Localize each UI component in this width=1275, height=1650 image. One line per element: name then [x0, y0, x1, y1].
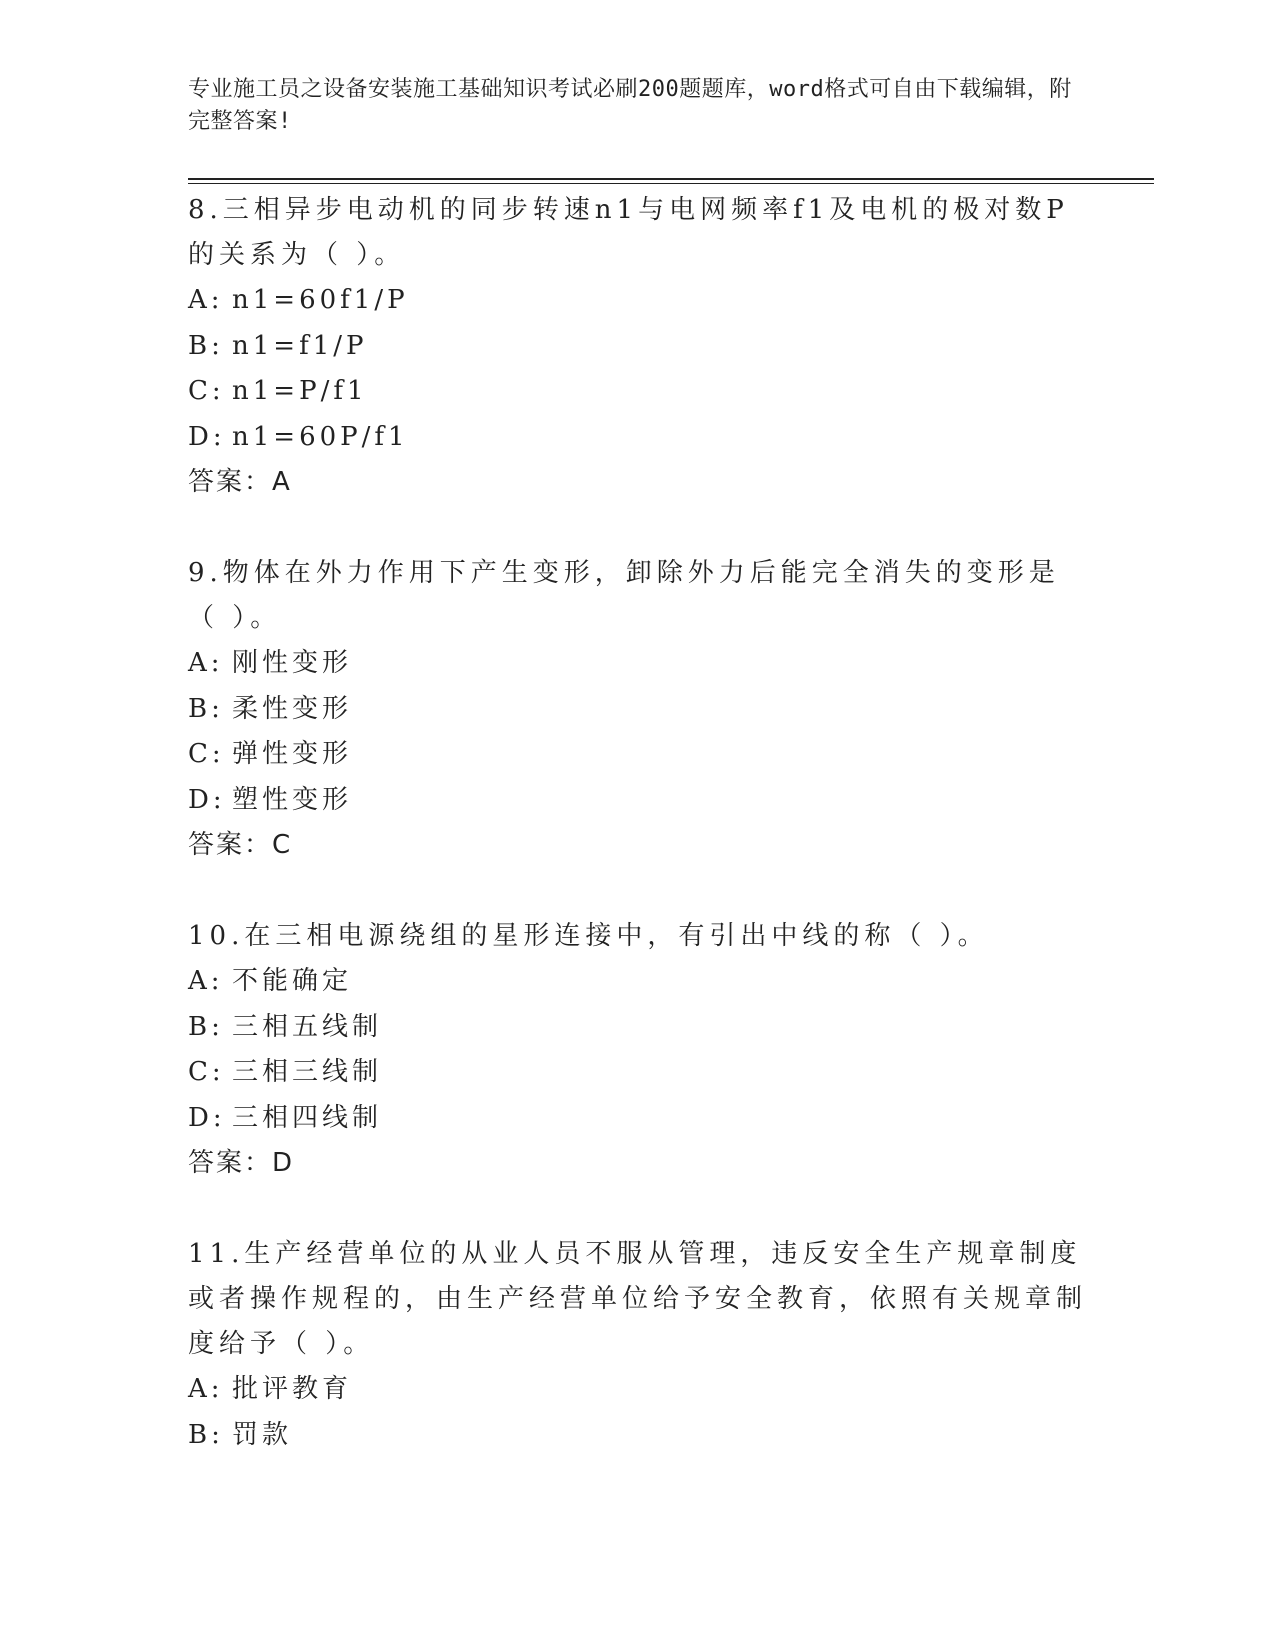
question-text: 9.物体在外力作用下产生变形，卸除外力后能完全消失的变形是（ ）。 [188, 558, 1060, 633]
option-key: B: [188, 1419, 224, 1450]
document-header: 专业施工员之设备安装施工基础知识考试必刷200题题库，word格式可自由下载编辑，附完整答案! [188, 77, 1072, 134]
question-item [188, 1232, 1088, 1458]
question-option [188, 732, 1088, 778]
question-option [188, 778, 1088, 824]
option-key: D: [188, 421, 226, 452]
header-divider-thin [188, 183, 1154, 184]
question-option [188, 1367, 1088, 1413]
question-text: 8.三相异步电动机的同步转速n1与电网频率f1及电机的极对数P的关系为（ ）。 [188, 195, 1069, 270]
option-text: 三相三线制 [232, 1057, 383, 1087]
question-option [188, 959, 1088, 1005]
question-option [188, 641, 1088, 687]
option-text: 罚款 [232, 1419, 293, 1450]
option-key: A: [188, 285, 224, 315]
option-key: B: [188, 693, 224, 724]
question-item [188, 914, 1088, 1185]
option-key: D: [188, 784, 226, 815]
question-answer: 答案：A [188, 467, 292, 497]
question-text: 10.在三相电源绕组的星形连接中，有引出中线的称（ ）。 [188, 921, 989, 951]
question-option [188, 1050, 1088, 1096]
option-key: A: [188, 648, 224, 678]
option-key: A: [188, 966, 224, 996]
question-option [188, 1413, 1088, 1459]
option-text: 不能确定 [232, 966, 353, 996]
question-option [188, 1096, 1088, 1142]
option-text: 柔性变形 [232, 693, 353, 724]
question-option [188, 369, 1088, 415]
option-key: B: [188, 1011, 224, 1042]
header-divider-thick [188, 178, 1154, 180]
question-option [188, 324, 1088, 370]
option-text: 三相五线制 [232, 1011, 383, 1042]
question-answer: 答案：D [188, 1148, 295, 1178]
question-list [188, 188, 1088, 1458]
option-text: n1=f1/P [232, 330, 368, 361]
option-text: 弹性变形 [232, 739, 353, 769]
question-text: 11.生产经营单位的从业人员不服从管理，违反安全生产规章制度或者操作规程的，由生产经营单位给予安全教育，依照有关规章制度给予（ ）。 [188, 1239, 1088, 1359]
option-text: 批评教育 [232, 1374, 353, 1404]
question-item [188, 188, 1088, 504]
option-text: n1=60f1/P [232, 285, 409, 315]
question-item [188, 551, 1088, 867]
question-option [188, 687, 1088, 733]
option-text: n1=60P/f1 [232, 421, 409, 452]
question-option [188, 415, 1088, 461]
option-key: C: [188, 376, 225, 406]
option-key: C: [188, 1057, 225, 1087]
option-text: 刚性变形 [232, 648, 353, 678]
option-key: A: [188, 1374, 224, 1404]
option-key: D: [188, 1102, 226, 1133]
option-key: C: [188, 739, 225, 769]
question-option [188, 1005, 1088, 1051]
question-answer: 答案：C [188, 830, 293, 860]
option-text: 三相四线制 [232, 1102, 383, 1133]
option-key: B: [188, 330, 224, 361]
option-text: n1=P/f1 [232, 376, 368, 406]
question-option [188, 278, 1088, 324]
option-text: 塑性变形 [232, 784, 353, 815]
